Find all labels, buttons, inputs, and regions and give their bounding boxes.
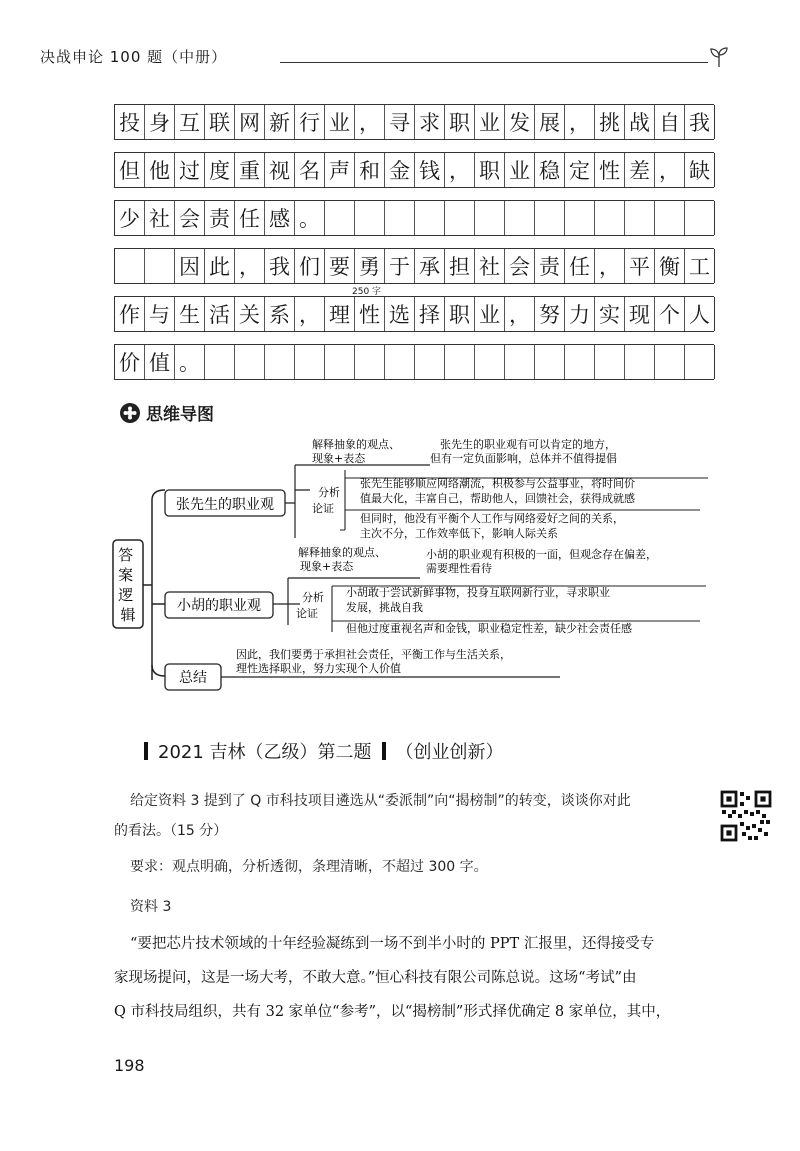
grid-cell: 性 [355,297,385,331]
grid-cell: 业 [475,105,505,139]
grid-cell: 寻 [385,105,415,139]
grid-cell: 性 [595,153,625,187]
grid-cell: 过 [175,153,205,187]
grid-cell: 此 [205,249,235,283]
grid-cell: 定 [565,153,595,187]
grid-cell: 实 [595,297,625,331]
analysis-point: 小胡敢于尝试新鲜事物，投身互联网新行业，寻求职业发展，挑战自我 [346,586,610,614]
grid-cell: 金 [385,153,415,187]
grid-cell: 发 [505,105,535,139]
grid-cell: 业 [505,153,535,187]
grid-cell: 系 [265,297,295,331]
material-line: “要把芯片技术领域的十年经验凝练到一场不到半小时的 PPT 汇报里，还得接受专 [130,936,655,952]
grid-cell: 稳 [535,153,565,187]
grid-cell: 工 [685,249,715,283]
grid-cell: 会 [505,249,535,283]
grid-cell: 于 [385,249,415,283]
grid-cell: ， [655,153,685,187]
branch-label: 小胡的职业观 [177,598,261,614]
grid-cell: 现 [625,297,655,331]
grid-cell: ， [595,249,625,283]
summary-text: 因此，我们要勇于承担社会责任，平衡工作与生活关系，理性选择职业，努力实现个人价值 [236,648,511,675]
grid-cell: 互 [175,105,205,139]
grid-cell: 任 [235,201,265,235]
grid-cell: 求 [415,105,445,139]
question-prompt: 给定资料 3 提到了 Q 市科技项目遴选从“委派制”向“揭榜制”的转变，谈谈你对此 [130,793,631,809]
grid-cell: 度 [205,153,235,187]
grid-cell: 勇 [355,249,385,283]
grid-cell: 职 [445,297,475,331]
material-line: 家现场提问，这是一场大考，不敢大意。”恒心科技有限公司陈总说。这场“考试”由 [114,970,637,986]
analysis-point: 张先生能够顺应网络潮流，积极参与公益事业，将时间价值最大化，丰富自己，帮助他人，回馈社会，获得成就感 [360,477,635,505]
grid-cell: 联 [205,105,235,139]
grid-cell: 新 [265,105,295,139]
branch-label: 总结 [179,670,207,686]
grid-cell: 行 [295,105,325,139]
grid-cell: 个 [655,297,685,331]
grid-cell: 业 [475,297,505,331]
grid-cell: ， [235,249,265,283]
grid-cell: 衡 [655,249,685,283]
explain-label: 解释抽象的观点、现象+表态 [312,438,400,465]
word-count-mark: 250 字 [352,287,382,297]
grid-cell: 职 [445,105,475,139]
grid-cell: 和 [355,153,385,187]
analysis-label: 分析论证 [296,591,324,620]
grid-cell: 我 [685,105,715,139]
grid-cell: 但 [115,153,145,187]
grid-cell: 与 [145,297,175,331]
grid-cell: 自 [655,105,685,139]
grid-cell: 担 [445,249,475,283]
grid-cell: 因 [175,249,205,283]
grid-cell: 名 [295,153,325,187]
grid-cell: 差 [625,153,655,187]
grid-cell: 感 [265,201,295,235]
grid-cell: 声 [325,153,355,187]
grid-cell: 值 [145,345,175,379]
grid-cell: 。 [295,201,325,235]
grid-cell: ， [445,153,475,187]
grid-cell: ， [355,105,385,139]
grid-cell: 力 [565,297,595,331]
grid-cell: 平 [625,249,655,283]
branch-label: 张先生的职业观 [176,497,274,513]
heading-bar [144,742,148,760]
question-topic: （创业创新） [395,742,504,763]
question-heading [144,738,504,764]
grid-cell: 他 [145,153,175,187]
analysis-point: 但他过度重视名声和金钱，职业稳定性差，缺少社会责任感 [346,622,632,635]
material-line: Q 市科技局组织，共有 32 家单位“参考”，以“揭榜制”形式择优确定 8 家单位，其中， [114,1004,671,1020]
grid-cell: 重 [235,153,265,187]
analysis-label: 分析论证 [312,486,340,515]
grid-cell: 业 [325,105,355,139]
grid-cell: 。 [175,345,205,379]
grid-cell: 承 [415,249,445,283]
grid-cell: 价 [115,345,145,379]
grid-cell: 钱 [415,153,445,187]
grid-cell: 缺 [685,153,715,187]
grid-cell: ， [565,105,595,139]
grid-cell: 理 [325,297,355,331]
question-prompt: 的看法。（15 分） [114,823,228,839]
heading-bar [382,742,386,760]
grid-cell: ， [505,297,535,331]
explain-text: 张先生的职业观有可以肯定的地方，但有一定负面影响，总体并不值得提倡 [430,438,617,465]
grid-cell: 要 [325,249,355,283]
grid-cell: 社 [475,249,505,283]
grid-cell: 择 [415,297,445,331]
grid-cell: 作 [115,297,145,331]
grid-cell: 战 [625,105,655,139]
explain-text: 小胡的职业观有积极的一面，但观念存在偏差，需要理性看待 [426,548,657,575]
grid-cell: 努 [535,297,565,331]
qr-code[interactable] [720,790,772,842]
grid-cell: 们 [295,249,325,283]
grid-cell: 投 [115,105,145,139]
grid-cell: 生 [175,297,205,331]
grid-cell: 会 [175,201,205,235]
grid-cell: 视 [265,153,295,187]
grid-cell: 人 [685,297,715,331]
grid-cell: 责 [535,249,565,283]
grid-cell: 职 [475,153,505,187]
analysis-point: 但同时，他没有平衡个人工作与网络爱好之间的关系，主次不分，工作效率低下，影响人际关系 [360,512,624,540]
material-label: 资料 3 [130,899,172,915]
grid-cell: 任 [565,249,595,283]
book-title: 决战申论 100 题（中册） [40,48,228,66]
grid-cell: 少 [115,201,145,235]
grid-cell: 关 [235,297,265,331]
grid-cell: 活 [205,297,235,331]
grid-cell: 我 [265,249,295,283]
mindmap-title: 思维导图 [146,405,214,425]
grid-cell: 挑 [595,105,625,139]
page-number: 198 [114,1056,145,1075]
grid-cell: 社 [145,201,175,235]
grid-cell: 网 [235,105,265,139]
explain-label: 解释抽象的观点、现象+表态 [298,546,386,573]
grid-cell: 身 [145,105,175,139]
root-label: 答 案 逻 辑 [118,546,136,624]
grid-cell: 责 [205,201,235,235]
question-requirement: 要求：观点明确，分析透彻，条理清晰，不超过 300 字。 [130,859,488,875]
question-title: 2021 吉林（乙级）第二题 [158,742,372,763]
grid-cell: ， [295,297,325,331]
grid-cell: 展 [535,105,565,139]
grid-cell: 选 [385,297,415,331]
